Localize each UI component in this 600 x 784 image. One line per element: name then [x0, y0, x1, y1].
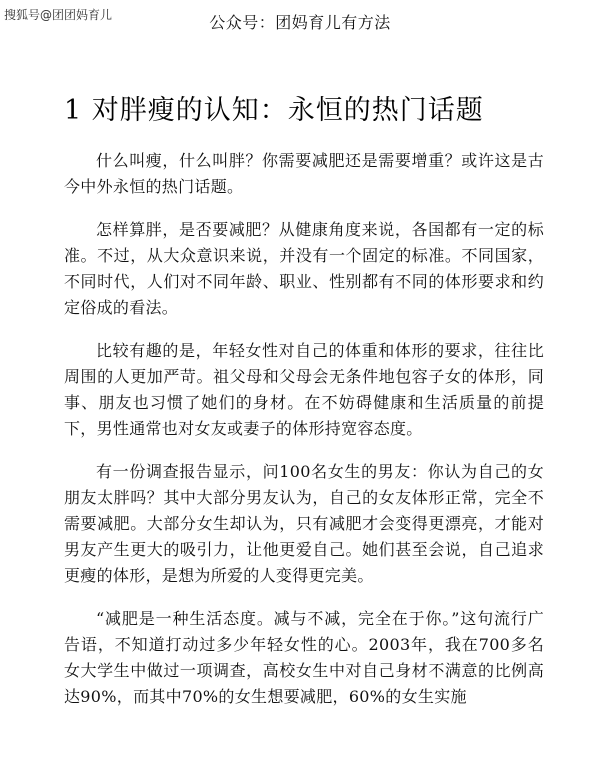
page-header: 公众号：团妈育儿有方法: [209, 13, 391, 32]
paragraph-1: 什么叫瘦，什么叫胖？你需要减肥还是需要增重？或许这是古今中外永恒的热门话题。: [64, 151, 544, 196]
paragraph-3: 比较有趣的是，年轻女性对自己的体重和体形的要求，往往比周围的人更加严苛。祖父母和父母会无条件地包容子女的体形，同事、朋友也习惯了她们的身材。在不妨碍健康和生活质量的前提下，男性通常也对女友或妻子的体形持宽容态度。: [64, 341, 544, 438]
paragraph-4: 有一份调查报告显示，问100名女生的男友：你认为自己的女朋友太胖吗？其中大部分男友认为，自己的女友体形正常，完全不需要减肥。大部分女生却认为，只有减肥才会变得更漂亮，才能对男友产生更大的吸引力，让他更爱自己。她们甚至会说，自己追求更瘦的体形，是想为所爱的人变得更完美。: [64, 462, 544, 585]
paragraph-2: 怎样算胖，是否要减肥？从健康角度来说，各国都有一定的标准。不过，从大众意识来说，并没有一个固定的标准。不同国家，不同时代，人们对不同年龄、职业、性别都有不同的体形要求和约定俗成的看法。: [64, 220, 544, 317]
paragraph-5: “减肥是一种生活态度。减与不减，完全在于你。”这句流行广告语，不知道打动过多少年轻女性的心。2003年，我在700多名女大学生中做过一项调查，高校女生中对自己身材不满意的比例高达90%，而其中70%的女生想要减肥，60%的女生实施: [64, 609, 544, 706]
section-title: 1 对胖瘦的认知：永恒的热门话题: [64, 95, 484, 126]
watermark-text: 搜狐号@团团妈育儿: [4, 8, 113, 22]
body-text: [64, 148, 544, 727]
